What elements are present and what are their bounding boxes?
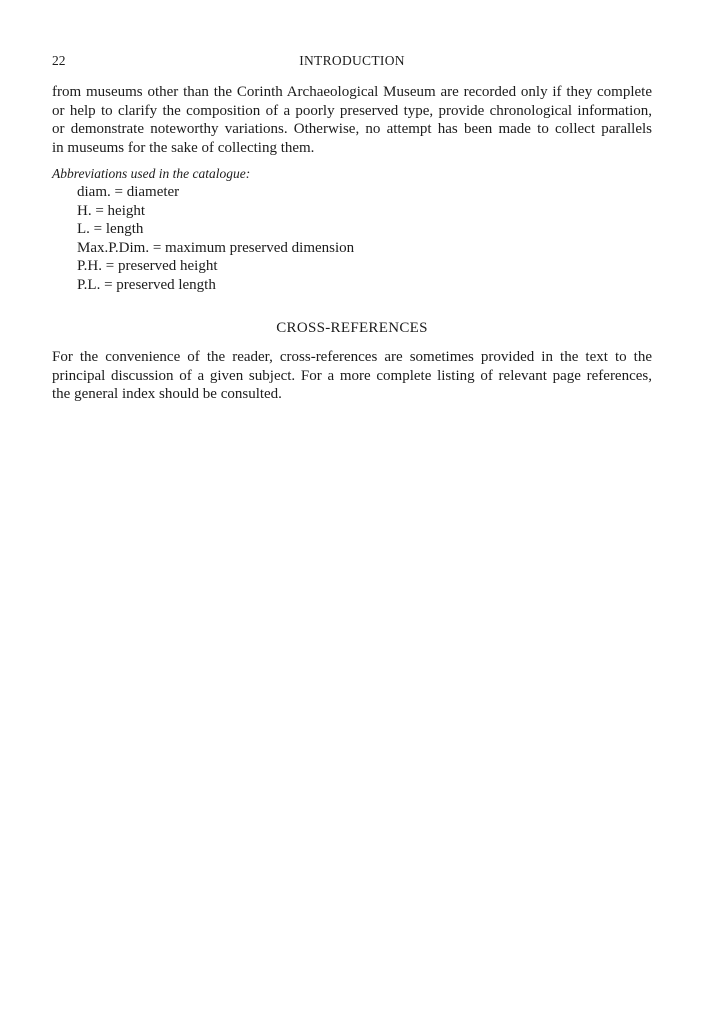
paragraph-line: from museums other than the Corinth Archaeological Museum are recorded only if they complete [52,84,652,100]
abbreviation-item: diam. = diameter [77,184,180,200]
body-paragraph [52,83,652,157]
paragraph-line: or help to clarify the composition of a poorly preserved type, provide chronological information, [52,102,652,119]
page-number: 22 [52,53,66,68]
running-head [52,52,652,70]
paragraph-line: For the convenience of the reader, cross-references are sometimes provided in the text to the [52,349,652,365]
abbreviation-item: H. = height [77,202,146,219]
paragraph-line: in museums for the sake of collecting them. [52,139,315,156]
paragraph-line: the general index should be consulted. [52,386,282,403]
abbreviation-item: L. = length [77,221,144,237]
paragraph-line: or demonstrate noteworthy variations. Otherwise, no attempt has been made to collect parallels [52,121,652,138]
abbreviation-item: P.H. = preserved height [77,258,218,274]
abbreviation-item: Max.P.Dim. = maximum preserved dimension [77,239,355,256]
abbreviations-list [77,183,354,294]
abbreviation-item: P.L. = preserved length [77,276,216,293]
section-heading-cross-references: CROSS-REFERENCES [276,320,428,336]
paragraph-line: principal discussion of a given subject. For a more complete listing of relevant page references, [52,367,652,384]
abbreviations-heading: Abbreviations used in the catalogue: [52,166,251,181]
running-title: INTRODUCTION [299,53,405,68]
cross-references-paragraph [52,348,652,404]
